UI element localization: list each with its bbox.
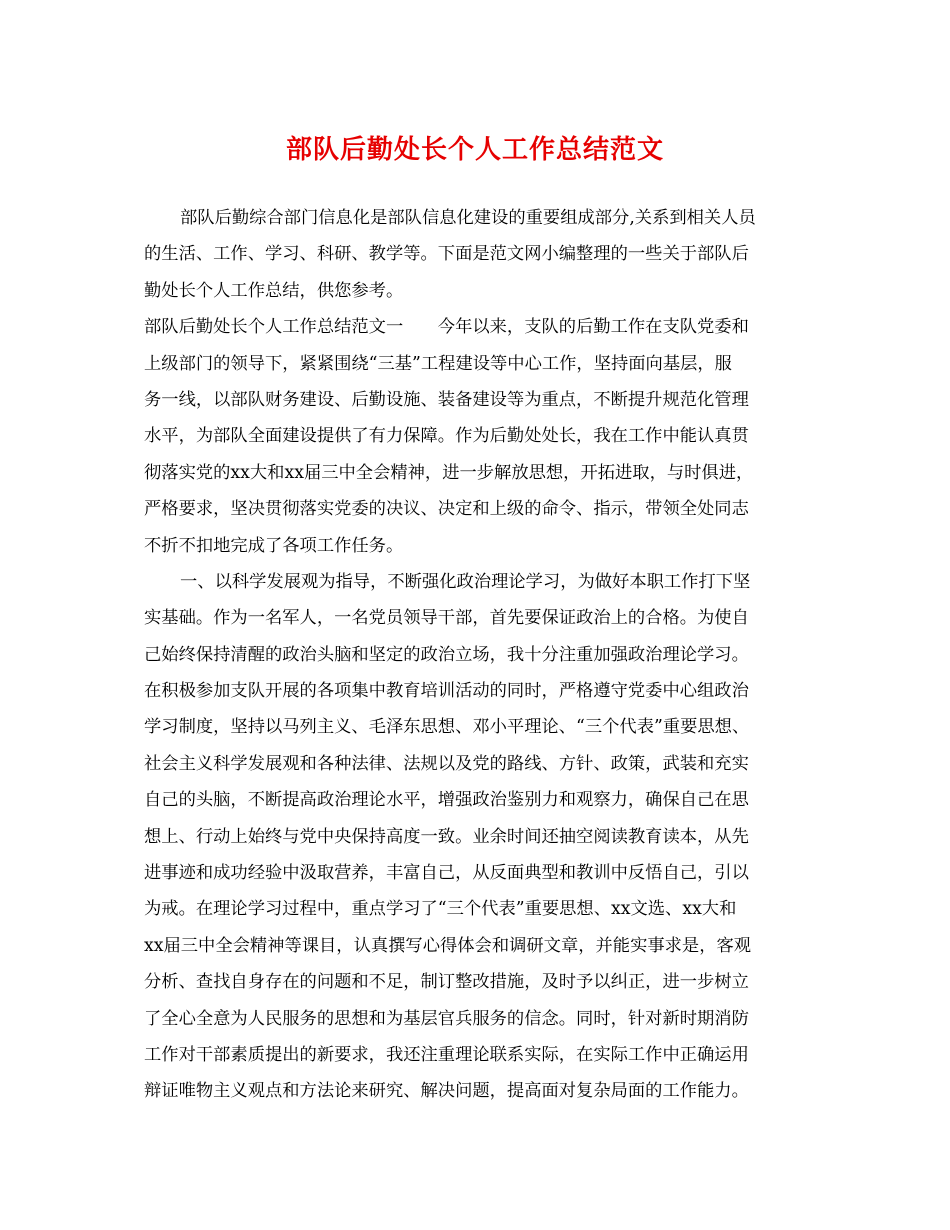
paragraph-line: 部队后勤综合部门信息化是部队信息化建设的重要组成部分,关系到相关人员 [180,208,756,228]
paragraph-line: 在积极参加支队开展的各项集中教育培训活动的同时，严格遵守党委中心组政治 [144,681,749,702]
paragraph-line: 务一线，以部队财务建设、后勤设施、装备建设等为重点，不断提升规范化管理 [144,389,749,410]
paragraph-line: 彻落实党的xx大和xx届三中全会精神，进一步解放思想，开拓进取，与时俱进， [144,462,754,483]
paragraph-line: 学习制度，坚持以马列主义、毛泽东思想、邓小平理论、“三个代表”重要思想、 [144,717,750,738]
paragraph-line: xx届三中全会精神等课目，认真撰写心得体会和调研文章，并能实事求是，客观 [144,935,752,956]
paragraph-line: 不折不扣地完成了各项工作任务。 [144,535,404,556]
paragraph-line: 己始终保持清醒的政治头脑和坚定的政治立场，我十分注重加强政治理论学习。 [144,644,749,665]
paragraph-line: 严格要求，坚决贯彻落实党委的决议、决定和上级的命令、指示，带领全处同志 [144,499,749,520]
paragraph-line: 分析、查找自身存在的问题和不足，制订整改措施，及时予以纠正，进一步树立 [144,972,749,993]
paragraph-line: 的生活、工作、学习、科研、教学等。下面是范文网小编整理的一些关于部队后 [144,244,749,265]
paragraph-line: 上级部门的领导下，紧紧围绕“三基”工程建设等中心工作，坚持面向基层，服 [144,353,732,374]
paragraph-line: 部队后勤处长个人工作总结范文一 今年以来，支队的后勤工作在支队党委和 [144,317,749,338]
paragraph-line: 社会主义科学发展观和各种法律、法规以及党的路线、方针、政策，武装和充实 [144,753,749,774]
paragraph-line: 自己的头脑，不断提高政治理论水平，增强政治鉴别力和观察力，确保自己在思 [144,790,749,811]
paragraph-line: 辩证唯物主义观点和方法论来研究、解决问题，提高面对复杂局面的工作能力。 [144,1081,749,1102]
paragraph-line: 想上、行动上始终与党中央保持高度一致。业余时间还抽空阅读教育读本，从先 [144,826,749,847]
paragraph-line: 进事迹和成功经验中汲取营养，丰富自己，从反面典型和教训中反悟自己，引以 [144,863,749,884]
paragraph-line: 实基础。作为一名军人，一名党员领导干部，首先要保证政治上的合格。为使自 [144,608,749,629]
paragraph-line: 水平，为部队全面建设提供了有力保障。作为后勤处处长，我在工作中能认真贯 [144,426,749,447]
document-body [144,200,810,1110]
paragraph-line: 工作对干部素质提出的新要求，我还注重理论联系实际，在实际工作中正确运用 [144,1044,749,1065]
paragraph-line: 勤处长个人工作总结，供您参考。 [144,280,404,301]
paragraph-line: 了全心全意为人民服务的思想和为基层官兵服务的信念。同时，针对新时期消防 [144,1008,749,1029]
document-title: 部队后勤处长个人工作总结范文 [285,135,664,165]
paragraph-line: 一、以科学发展观为指导，不断强化政治理论学习，为做好本职工作打下坚 [180,571,751,592]
paragraph-line: 为戒。在理论学习过程中，重点学习了“三个代表”重要思想、xx文选、xx大和 [144,899,737,920]
